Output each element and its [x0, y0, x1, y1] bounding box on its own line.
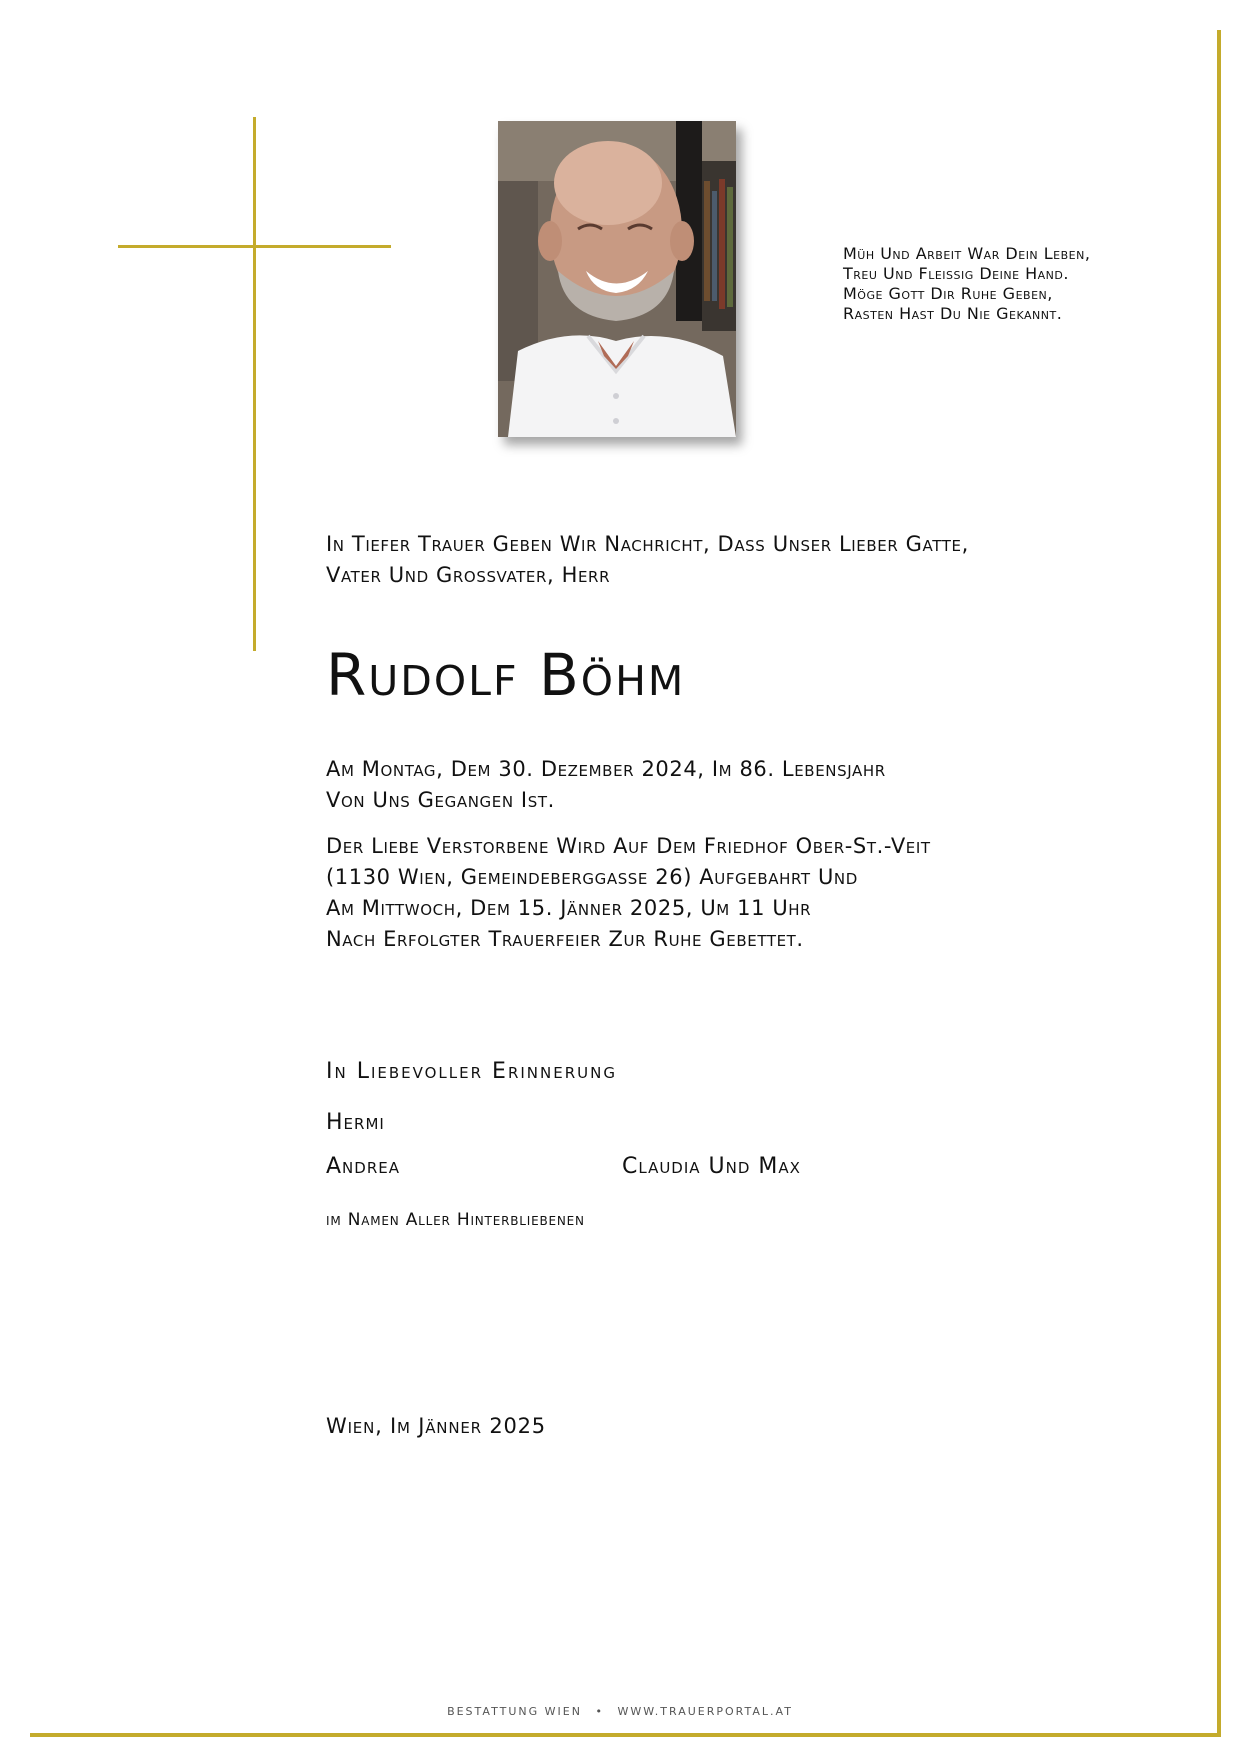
on-behalf-note: im Namen Aller Hinterbliebenen [326, 1210, 585, 1230]
intro-line: In Tiefer Trauer Geben Wir Nachricht, Dass Unser Lieber Gatte, [326, 532, 969, 556]
burial-line: Der Liebe Verstorbene Wird Auf Dem Friedhof Ober-St.-Veit [326, 834, 931, 858]
announcement-intro [326, 529, 969, 591]
portrait-photo [498, 121, 736, 437]
mourner-spouse: Hermi [326, 1110, 385, 1135]
memory-heading: In Liebevoller Erinnerung [326, 1059, 617, 1084]
footer [0, 1705, 1240, 1718]
footer-separator: • [595, 1705, 604, 1718]
death-line: Am Montag, Dem 30. Dezember 2024, Im 86. Lebensjahr [326, 757, 886, 781]
burial-line: Am Mittwoch, Dem 15. Jänner 2025, Um 11 Uhr [326, 896, 812, 920]
cross-horizontal-beam [118, 245, 391, 248]
mourner-child: Andrea [326, 1154, 400, 1179]
burial-line: Nach Erfolgter Trauerfeier Zur Ruhe Gebettet. [326, 927, 804, 951]
place-date: Wien, Im Jänner 2025 [326, 1414, 546, 1438]
poem [843, 244, 1090, 324]
cross-vertical-beam [253, 117, 256, 651]
death-line: Von Uns Gegangen Ist. [326, 788, 555, 812]
bottom-border-line [30, 1733, 1221, 1737]
burial-notice [326, 831, 931, 955]
portrait-illustration [498, 121, 736, 437]
footer-funeral-home: BESTATTUNG WIEN [447, 1705, 582, 1718]
poem-line: Treu Und Fleissig Deine Hand. [843, 264, 1069, 283]
right-border-line [1217, 30, 1221, 1736]
mourner-child: Claudia Und Max [622, 1154, 801, 1179]
burial-line: (1130 Wien, Gemeindeberggasse 26) Aufgebahrt Und [326, 865, 858, 889]
poem-line: Müh Und Arbeit War Dein Leben, [843, 244, 1091, 263]
footer-website-link[interactable]: WWW.TRAUERPORTAL.AT [617, 1705, 793, 1718]
poem-line: Möge Gott Dir Ruhe Geben, [843, 284, 1053, 303]
death-notice [326, 754, 886, 816]
intro-line: Vater Und Grossvater, Herr [326, 563, 611, 587]
deceased-name: Rudolf Böhm [326, 641, 686, 709]
poem-line: Rasten Hast Du Nie Gekannt. [843, 304, 1063, 323]
